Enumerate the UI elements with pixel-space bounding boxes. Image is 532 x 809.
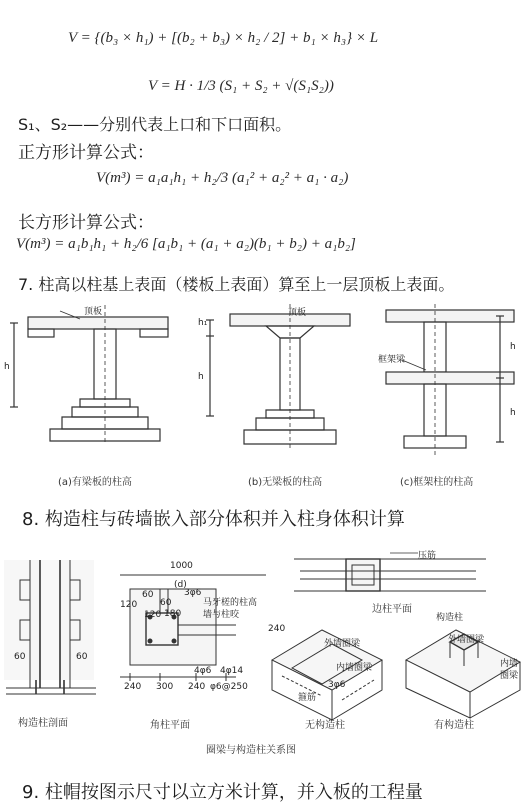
- fig-c-h-label-top: h: [510, 342, 516, 352]
- section-7-title: 7. 柱高以柱基上表面（楼板上表面）算至上一层顶板上表面。: [18, 275, 455, 294]
- fig-noncol-caption: 无构造柱: [305, 720, 345, 731]
- figure-column-height-flat-slab: [196, 300, 356, 460]
- fig-corner-rebar-3phi6: 3φ6: [184, 588, 202, 598]
- fig-noncol-inner-beam: 内墙圈梁: [336, 663, 373, 673]
- fig-c-beam-label: 框架梁: [378, 355, 406, 365]
- section-9-title: 9. 柱帽按图示尺寸以立方米计算，并入板的工程量: [22, 782, 423, 803]
- fig-c-caption: (c)框架柱的柱高: [400, 477, 474, 488]
- fig-b-h-label: h: [198, 372, 204, 382]
- figure-structural-column-section: [0, 560, 100, 700]
- s-definition: S₁、S₂——分别代表上口和下口面积。: [18, 115, 292, 134]
- fig-corner-dim-120a: 120: [120, 600, 138, 610]
- fig-c-h-label-bottom: h: [510, 408, 516, 418]
- fig-a-slab-label: 顶板: [84, 307, 103, 317]
- fig-corner-dim-120b: 120: [144, 610, 162, 620]
- fig-corner-dim-300: 300: [156, 682, 174, 692]
- fig-section-caption: 构造柱剖面: [18, 718, 68, 729]
- fig-corner-callout2: 墙与柱咬: [203, 610, 240, 620]
- fig-corner-dim-180: 180: [164, 609, 182, 619]
- figure-caption-ring-beam: 圈梁与构造柱关系图: [206, 745, 296, 756]
- fig-corner-rebar-4phi14: 4φ14: [220, 666, 244, 676]
- fig-section-dim-right: 60: [76, 652, 88, 662]
- fig-withcol-inner-wall: 内墙: [500, 659, 519, 669]
- fig-noncol-rebar: 3φ6: [328, 680, 346, 690]
- fig-b-h1-label: h₁: [198, 318, 208, 328]
- fig-corner-dim-240a: 240: [124, 682, 142, 692]
- fig-withcol-caption: 有构造柱: [434, 720, 474, 731]
- fig-a-caption: (a)有梁板的柱高: [58, 477, 132, 488]
- figure-frame-column-height: [360, 300, 525, 460]
- fig-edge-caption: 边柱平面: [372, 604, 412, 615]
- fig-b-caption: (b)无梁板的柱高: [248, 477, 323, 488]
- fig-edge-label: 压筋: [418, 551, 437, 561]
- fig-noncol-240: 240: [268, 624, 286, 634]
- formula-frustum: V = H · 1/3 (S₁ + S₂ + √(S₁S₂)): [148, 78, 334, 94]
- fig-corner-stirrup-note: φ6@250: [210, 682, 248, 692]
- fig-withcol-column-label: 构造柱: [436, 613, 464, 623]
- fig-corner-caption: 角柱平面: [150, 720, 190, 731]
- fig-corner-dim-60b: 60: [160, 598, 172, 608]
- figure-edge-column-plan: [290, 545, 490, 607]
- fig-corner-tag: (d): [174, 580, 187, 590]
- square-formula: V(m³) = a₁a₁h₁ + h₂/3 (a₁² + a₂² + a₁ · a₂): [96, 170, 349, 186]
- section-8-title: 8. 构造柱与砖墙嵌入部分体积并入柱身体积计算: [22, 509, 405, 530]
- fig-corner-callout: 马牙槎的柱高: [203, 598, 258, 608]
- fig-corner-dim-60a: 60: [142, 590, 154, 600]
- rect-title: 长方形计算公式：: [18, 213, 154, 233]
- figure-without-structural-column: [262, 620, 392, 720]
- fig-b-slab-label: 顶板: [288, 308, 307, 318]
- fig-withcol-outer-beam: 外墙圈梁: [448, 635, 485, 645]
- fig-corner-dim-240b: 240: [188, 682, 206, 692]
- fig-noncol-stirrup: 箍筋: [298, 693, 317, 703]
- fig-withcol-beam: 圈梁: [500, 671, 519, 681]
- fig-a-h-label: h: [4, 362, 10, 372]
- rect-formula: V(m³) = a₁b₁h₁ + h₂/6 [a₁b₁ + (a₁ + a₂)(b₁ + b₂) + a₁b₂]: [16, 236, 356, 252]
- fig-noncol-outer-beam: 外墙圈梁: [324, 639, 361, 649]
- fig-corner-rebar-4phi6: 4φ6: [194, 666, 212, 676]
- square-title: 正方形计算公式：: [18, 143, 154, 163]
- formula-trapezoid: V = {(b₃ × h₁) + [(b₂ + b₃) × h₂ / 2] + b₁ × h₃} × L: [68, 30, 379, 46]
- fig-section-dim-left: 60: [14, 652, 26, 662]
- figure-column-height-beam-slab: [0, 295, 180, 455]
- fig-corner-dim-1000: 1000: [170, 561, 193, 571]
